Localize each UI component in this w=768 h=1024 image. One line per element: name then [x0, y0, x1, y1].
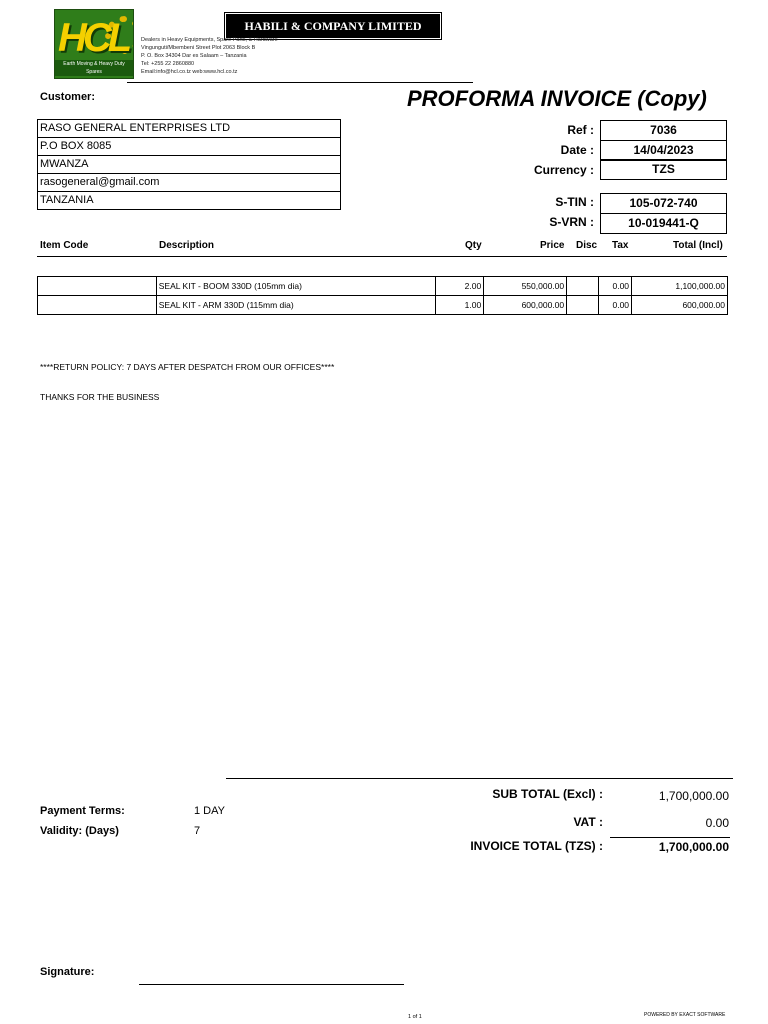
line-items-table [37, 276, 728, 315]
ref-value: 7036 [600, 120, 727, 141]
stin-value: 105-072-740 [600, 193, 727, 214]
svrn-value: 10-019441-Q [600, 213, 727, 234]
address-line: Tel: +255 22 2860880 [141, 61, 195, 67]
invoice-total-divider [610, 837, 730, 838]
validity-value: 7 [194, 825, 201, 837]
price-cell: 600,000.00 [484, 296, 567, 315]
col-price: Price [540, 240, 565, 251]
col-total: Total (Incl) [673, 240, 723, 251]
customer-label: Customer: [40, 91, 96, 103]
customer-city: MWANZA [38, 156, 340, 174]
company-address [141, 36, 278, 76]
payment-terms-value: 1 DAY [194, 805, 225, 817]
address-line: P. O. Box 34304 Dar es Salaam – Tanzania [141, 53, 247, 59]
logo-tagline: Earth Moving & Heavy Duty Spares [55, 60, 133, 76]
description-cell: SEAL KIT - ARM 330D (115mm dia) [156, 296, 436, 315]
signature-label: Signature: [40, 966, 95, 978]
ref-label: Ref : [567, 123, 594, 137]
item-code-cell [38, 277, 157, 296]
disc-cell [567, 296, 599, 315]
invoice-total-value: 1,700,000.00 [658, 840, 729, 854]
currency-value: TZS [600, 159, 727, 180]
item-code-cell [38, 296, 157, 315]
logo-letters: HCL [58, 16, 129, 60]
column-divider [37, 256, 727, 257]
description-cell: SEAL KIT - BOOM 330D (105mm dia) [156, 277, 436, 296]
vat-label: VAT : [573, 815, 603, 829]
address-line: Dealers in Heavy Equipments, Spare Parts, & Hardware [141, 37, 278, 43]
powered-by: POWERED BY EXACT SOFTWARE [644, 1012, 726, 1018]
invoice-total-label: INVOICE TOTAL (TZS) : [470, 839, 603, 853]
col-item-code: Item Code [40, 240, 89, 251]
address-line: Email:info@hcl.co.tz web:www.hcl.co.tz [141, 69, 238, 75]
page-title: PROFORMA INVOICE (Copy) [407, 86, 707, 111]
header-divider [127, 82, 473, 83]
disc-cell [567, 277, 599, 296]
vat-value: 0.00 [705, 816, 729, 830]
payment-terms-label: Payment Terms: [40, 805, 125, 817]
col-description: Description [159, 240, 215, 251]
customer-country: TANZANIA [40, 194, 94, 206]
price-cell: 550,000.00 [484, 277, 567, 296]
validity-label: Validity: (Days) [40, 825, 119, 837]
date-value: 14/04/2023 [600, 140, 727, 161]
company-logo [54, 9, 134, 79]
thanks-note: THANKS FOR THE BUSINESS [40, 392, 160, 402]
signature-line [139, 984, 404, 985]
stin-label: S-TIN : [555, 195, 594, 209]
tax-cell: 0.00 [599, 277, 632, 296]
total-cell: 600,000.00 [632, 296, 728, 315]
qty-cell: 1.00 [436, 296, 484, 315]
subtotal-label: SUB TOTAL (Excl) : [492, 787, 603, 801]
page-number: 1 of 1 [408, 1014, 422, 1020]
col-disc: Disc [576, 240, 598, 251]
totals-divider [226, 778, 733, 779]
currency-label: Currency : [533, 163, 594, 177]
customer-name: RASO GENERAL ENTERPRISES LTD [38, 120, 340, 138]
col-qty: Qty [465, 240, 482, 251]
company-name: HABILI & COMPANY LIMITED [226, 14, 440, 38]
address-line: Vingunguti/Mbembeni Street Plot 2063 Block B [141, 45, 256, 51]
subtotal-value: 1,700,000.00 [658, 789, 729, 803]
qty-cell: 2.00 [436, 277, 484, 296]
customer-address-box [37, 119, 341, 210]
return-policy: ****RETURN POLICY: 7 DAYS AFTER DESPATCH FROM OUR OFFICES**** [40, 362, 335, 372]
date-label: Date : [560, 143, 594, 157]
customer-po-box: P.O BOX 8085 [38, 138, 340, 156]
tax-cell: 0.00 [599, 296, 632, 315]
svrn-label: S-VRN : [549, 215, 594, 229]
col-tax: Tax [612, 240, 629, 251]
table-row [38, 296, 728, 315]
customer-email: rasogeneral@gmail.com [38, 174, 340, 192]
total-cell: 1,100,000.00 [632, 277, 728, 296]
table-row [38, 277, 728, 296]
